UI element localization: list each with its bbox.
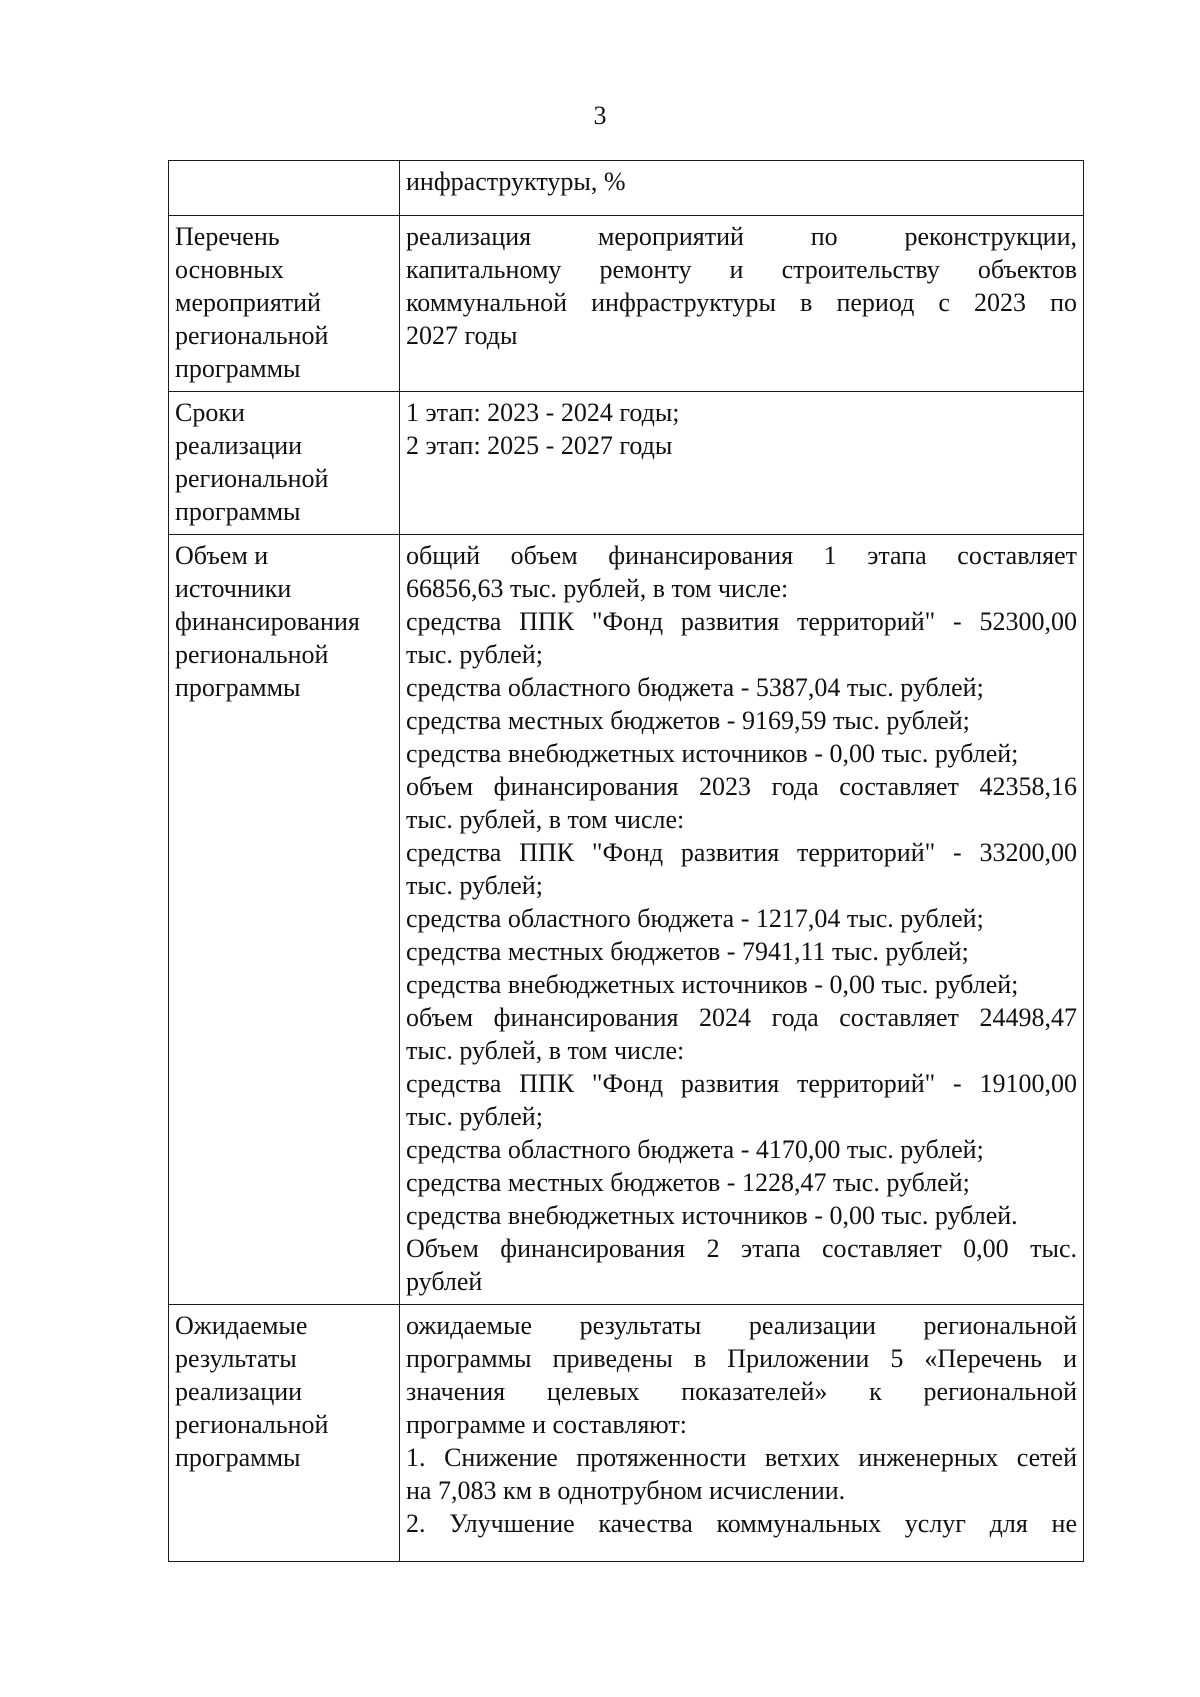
row-label-cell xyxy=(169,392,400,535)
row-content-line: 1. Снижение протяженности ветхих инженерных сетей xyxy=(406,1443,1077,1472)
row-content-line: на 7,083 км в однотрубном исчислении. xyxy=(406,1476,846,1505)
row-content-line: тыс. рублей; xyxy=(406,640,543,669)
row-content-line: объем финансирования 2023 года составляет 42358,16 xyxy=(406,772,1077,801)
row-label-line: программы xyxy=(175,497,301,526)
row-label-line: реализации xyxy=(175,1377,303,1406)
row-content-line: рублей xyxy=(406,1267,483,1296)
table-row xyxy=(169,392,1084,535)
row-content-line: средства областного бюджета - 1217,04 тыс. рублей; xyxy=(406,904,984,933)
row-label-line: Ожидаемые xyxy=(175,1311,308,1340)
row-content-line: 2027 годы xyxy=(406,321,518,350)
row-label-cell xyxy=(169,1305,400,1562)
row-content-line: 2. Улучшение качества коммунальных услуг для не xyxy=(406,1509,1077,1538)
row-label-line: региональной xyxy=(175,640,329,669)
row-label-line: программы xyxy=(175,673,301,702)
row-content-line: ожидаемые результаты реализации региональной xyxy=(406,1311,1077,1340)
row-content-line: значения целевых показателей» к региональной xyxy=(406,1377,1077,1406)
row-content-line: средства ППК "Фонд развития территорий" - 19100,00 xyxy=(406,1069,1077,1098)
row-label-line: региональной xyxy=(175,464,329,493)
table-row xyxy=(169,1305,1084,1562)
row-label-line: региональной xyxy=(175,1410,329,1439)
row-content-line: средства ППК "Фонд развития территорий" - 52300,00 xyxy=(406,607,1077,636)
row-content-line: капитальному ремонту и строительству объектов xyxy=(406,255,1077,284)
row-content-line: средства областного бюджета - 5387,04 тыс. рублей; xyxy=(406,673,984,702)
row-content-cell xyxy=(400,1305,1084,1562)
row-label-line: Перечень xyxy=(175,222,280,251)
row-content-line: 2 этап: 2025 - 2027 годы xyxy=(406,431,673,460)
row-content-line: программе и составляют: xyxy=(406,1410,687,1439)
row-content-cell xyxy=(400,392,1084,535)
row-content-line: тыс. рублей, в том числе: xyxy=(406,805,685,834)
row-content-cell xyxy=(400,161,1084,216)
program-passport-table xyxy=(168,160,1084,1562)
row-label-cell xyxy=(169,161,400,216)
row-label-line: Объем и xyxy=(175,541,269,570)
row-content-line: средства внебюджетных источников - 0,00 тыс. рублей; xyxy=(406,739,1019,768)
row-content-cell xyxy=(400,216,1084,392)
row-label-line: результаты xyxy=(175,1344,297,1373)
row-label-line: основных xyxy=(175,255,284,284)
row-label-line: мероприятий xyxy=(175,288,321,317)
row-content-line: объем финансирования 2024 года составляет 24498,47 xyxy=(406,1003,1077,1032)
row-content-line: средства областного бюджета - 4170,00 тыс. рублей; xyxy=(406,1135,984,1164)
row-label-line: программы xyxy=(175,1443,301,1472)
row-content-line: средства внебюджетных источников - 0,00 тыс. рублей. xyxy=(406,1201,1018,1230)
row-label-line: региональной xyxy=(175,321,329,350)
row-label-line: программы xyxy=(175,354,301,383)
row-label-line: источники xyxy=(175,574,292,603)
row-content-line: общий объем финансирования 1 этапа составляет xyxy=(406,541,1077,570)
table-row xyxy=(169,535,1084,1305)
table-row xyxy=(169,161,1084,216)
row-content-line: средства местных бюджетов - 9169,59 тыс. рублей; xyxy=(406,706,970,735)
row-label-line: Сроки xyxy=(175,398,245,427)
row-content-line: 66856,63 тыс. рублей, в том числе: xyxy=(406,574,789,603)
row-content-line: тыс. рублей; xyxy=(406,1102,543,1131)
row-content-line: средства местных бюджетов - 7941,11 тыс. рублей; xyxy=(406,937,969,966)
row-label-cell xyxy=(169,535,400,1305)
row-content-line: коммунальной инфраструктуры в период с 2023 по xyxy=(406,288,1077,317)
row-content-line: Объем финансирования 2 этапа составляет 0,00 тыс. xyxy=(406,1234,1077,1263)
row-content-line: программы приведены в Приложении 5 «Перечень и xyxy=(406,1344,1077,1373)
row-content-line: тыс. рублей, в том числе: xyxy=(406,1036,685,1065)
row-content-cell xyxy=(400,535,1084,1305)
page-number: 3 xyxy=(593,101,607,130)
table-row xyxy=(169,216,1084,392)
row-content-line: 1 этап: 2023 - 2024 годы; xyxy=(406,398,680,427)
row-label-line: финансирования xyxy=(175,607,360,636)
row-label-line: реализации xyxy=(175,431,303,460)
row-content-line: тыс. рублей; xyxy=(406,871,543,900)
row-label-cell xyxy=(169,216,400,392)
row-content-line: реализация мероприятий по реконструкции, xyxy=(406,222,1077,251)
row-content-line: инфраструктуры, % xyxy=(406,167,626,196)
row-content-line: средства местных бюджетов - 1228,47 тыс. рублей; xyxy=(406,1168,970,1197)
row-content-line: средства ППК "Фонд развития территорий" - 33200,00 xyxy=(406,838,1077,867)
row-content-line: средства внебюджетных источников - 0,00 тыс. рублей; xyxy=(406,970,1019,999)
